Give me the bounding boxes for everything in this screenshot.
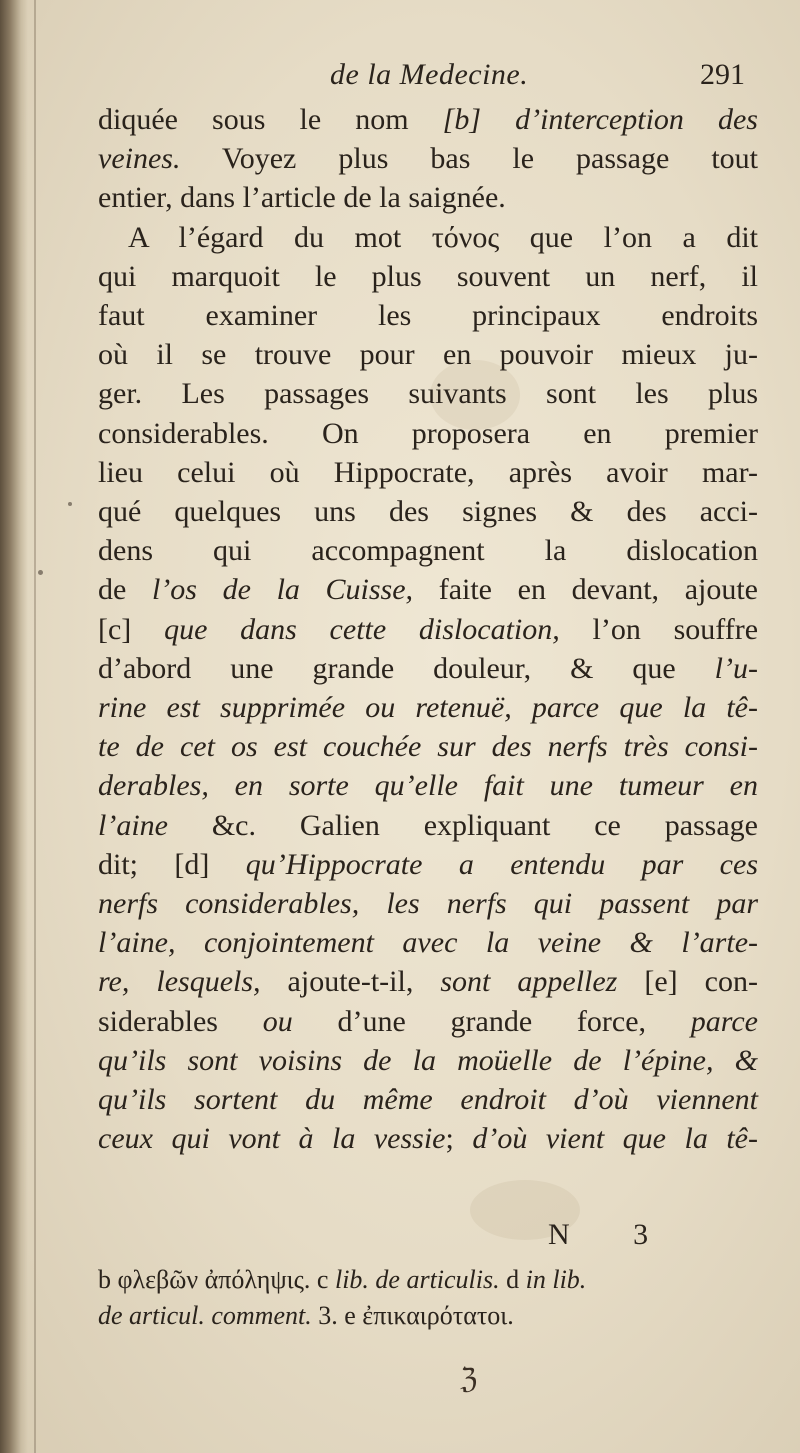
text-line	[98, 335, 758, 374]
text-line	[98, 492, 758, 531]
text-run: ger. Les passages suivants sont les plus	[98, 377, 758, 411]
text-line	[98, 218, 758, 257]
italic-text: que dans cette dislocation,	[164, 612, 560, 646]
italic-text: qu’ils sont voisins de la moüelle de l’épine, &	[98, 1043, 758, 1077]
text-line	[98, 178, 758, 217]
catchword-mark: ℨ	[460, 1364, 478, 1395]
footnotes	[98, 1262, 758, 1334]
running-head: de la Medecine.	[330, 58, 529, 91]
italic-text: [b] d’interception des	[442, 103, 758, 136]
page-header	[0, 58, 800, 98]
italic-text: qu’ils sortent du même endroit d’où viennent	[98, 1083, 758, 1117]
italic-text: de articul. comment.	[98, 1301, 312, 1330]
text-line	[98, 923, 758, 962]
text-run: de	[98, 573, 152, 607]
text-run: Voyez plus bas le passage tout	[180, 142, 758, 176]
text-line	[98, 766, 758, 805]
text-run: &c. Galien expliquant ce passage	[167, 808, 758, 842]
text-run: dens qui accompagnent la dislocation	[98, 534, 758, 568]
text-run: faut examiner les principaux endroits	[98, 299, 758, 333]
text-run: d	[499, 1265, 526, 1294]
footnote-line	[98, 1298, 758, 1334]
text-line	[98, 649, 758, 688]
text-run: entier, dans l’article de la saignée.	[98, 181, 506, 215]
italic-text: lib. de articulis.	[334, 1265, 500, 1294]
text-run: l’on souffre	[559, 612, 759, 646]
italic-text: qu’Hippocrate a entendu par ces	[245, 847, 758, 881]
text-line	[98, 610, 758, 649]
text-line	[98, 257, 758, 296]
italic-text: l’os de la Cuisse,	[151, 573, 414, 607]
italic-text: d’où vient que la tê-	[472, 1122, 758, 1156]
page-number: 291	[700, 58, 745, 91]
italic-text: ou	[262, 1004, 293, 1038]
text-run: considerables. On proposera en premier	[98, 416, 758, 450]
text-line	[98, 884, 758, 923]
text-run: qui marquoit le plus souvent un nerf, il	[98, 259, 758, 293]
text-run: ajoute-t-il,	[260, 965, 441, 999]
italic-text: te de cet os est couchée sur des nerfs très consi-	[98, 730, 758, 764]
text-line	[98, 727, 758, 766]
text-run: b φλεβῶν ἀπόληψις. c	[98, 1265, 335, 1294]
text-line	[98, 139, 758, 178]
main-text	[98, 100, 758, 1158]
text-run: lieu celui où Hippocrate, après avoir mar-	[98, 455, 758, 489]
text-run: où il se trouve pour en pouvoir mieux ju-	[98, 338, 758, 372]
text-line	[98, 531, 758, 570]
ink-speck	[68, 502, 72, 506]
page-binding-shadow	[0, 0, 28, 1453]
text-line	[98, 845, 758, 884]
italic-text: parce	[690, 1004, 758, 1038]
italic-text: ceux qui vont à la vessie	[98, 1122, 446, 1156]
italic-text: derables, en sorte qu’elle fait une tumeur en	[98, 769, 758, 803]
italic-text: sont appellez	[440, 965, 618, 999]
text-line	[98, 806, 758, 845]
text-run: [e] con-	[617, 965, 758, 999]
text-run: d’une grande force,	[292, 1004, 691, 1038]
text-run: diquée sous le nom	[98, 103, 443, 136]
italic-text: in lib.	[525, 1265, 587, 1294]
text-run: faite en devant, ajoute	[413, 573, 758, 607]
text-line	[98, 1002, 758, 1041]
text-line	[98, 453, 758, 492]
text-run: 3. e ἐπικαιρότατοι.	[311, 1301, 514, 1330]
binding-crease	[34, 0, 36, 1453]
italic-text: l’u-	[714, 651, 758, 685]
italic-text: l’aine, conjointement avec la veine & l’arte-	[98, 926, 758, 960]
text-line	[98, 100, 758, 139]
italic-text: l’aine	[98, 808, 168, 842]
italic-text: re, lesquels,	[98, 965, 261, 999]
text-line	[98, 296, 758, 335]
text-run: dit; [d]	[98, 847, 246, 881]
text-run: A l’égard du mot τόνος que l’on a dit	[128, 220, 758, 254]
italic-text: rine est supprimée ou retenuë, parce que la tê-	[98, 691, 758, 725]
text-line	[98, 570, 758, 609]
text-line	[98, 374, 758, 413]
italic-text: veines.	[98, 142, 181, 176]
text-run: d’abord une grande douleur, & que	[98, 651, 715, 685]
ink-speck	[38, 570, 43, 575]
text-line	[98, 1080, 758, 1119]
text-run: qué quelques uns des signes & des acci-	[98, 495, 758, 529]
text-line	[98, 1041, 758, 1080]
text-line	[98, 414, 758, 453]
signature-mark: N 3	[548, 1218, 677, 1251]
footnote-line	[98, 1262, 758, 1298]
text-run: ;	[445, 1122, 473, 1156]
italic-text: nerfs considerables, les nerfs qui passent par	[98, 887, 758, 921]
text-line	[98, 1119, 758, 1158]
text-line	[98, 688, 758, 727]
text-line	[98, 962, 758, 1001]
text-run: siderables	[98, 1004, 263, 1038]
text-run: [c]	[98, 612, 165, 646]
